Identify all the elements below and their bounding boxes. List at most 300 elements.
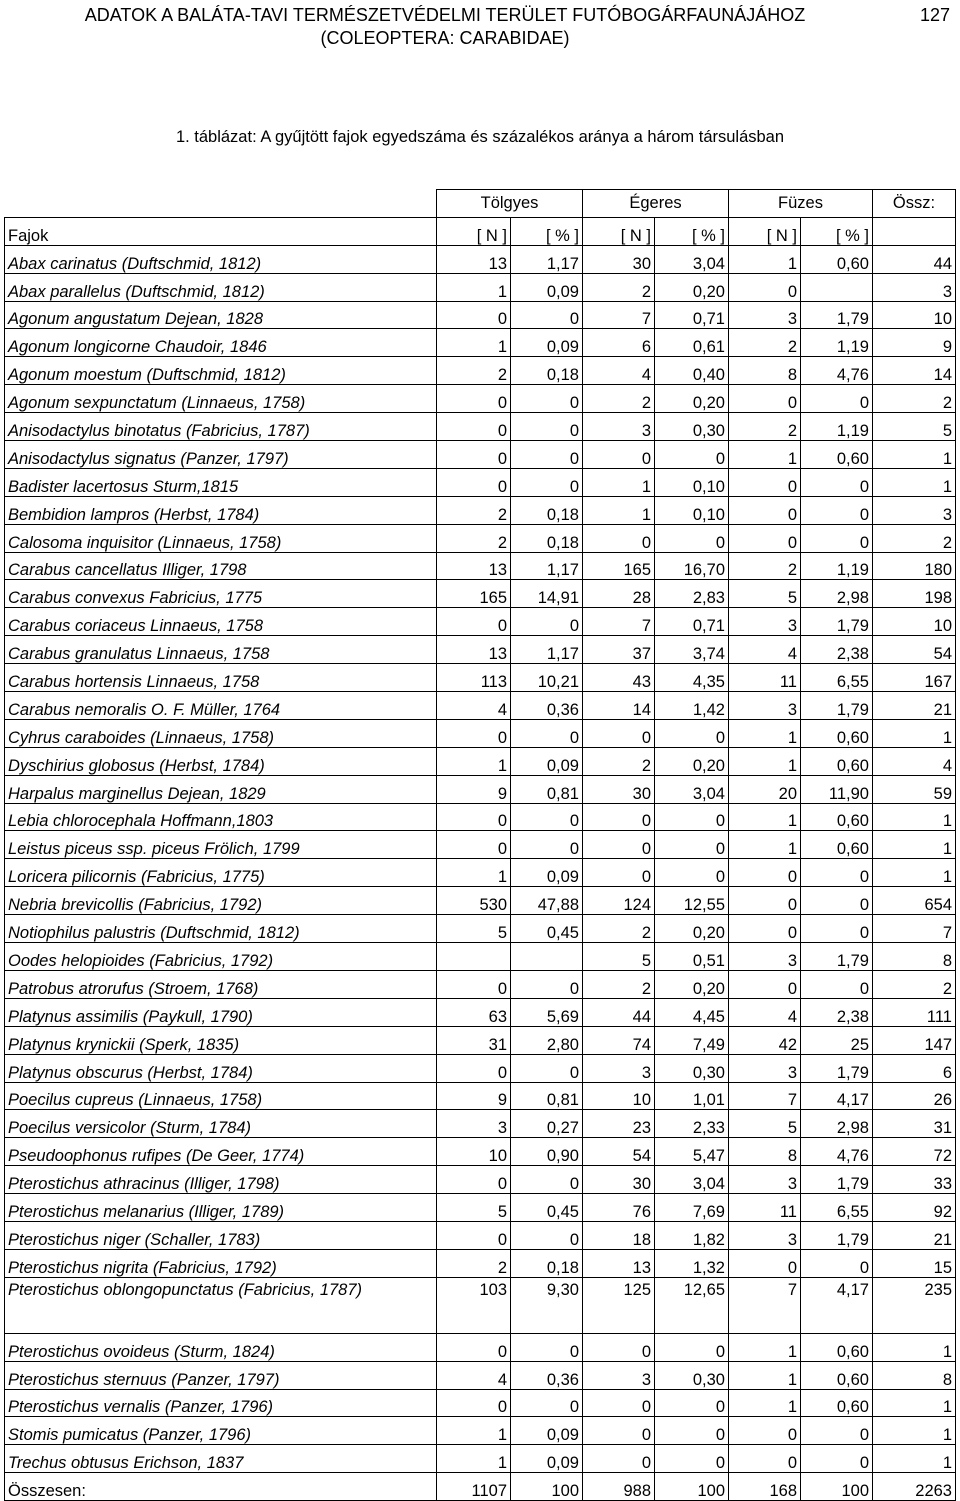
value-cell: 6,55	[801, 1194, 873, 1222]
value-cell: 9,30	[511, 1277, 583, 1333]
value-cell: 100	[511, 1473, 583, 1501]
value-cell: 12,65	[655, 1277, 729, 1333]
total-cell: 1	[873, 1417, 956, 1445]
table-row	[5, 998, 956, 1026]
table-row	[5, 664, 956, 692]
table-row	[5, 887, 956, 915]
value-cell: 0	[437, 413, 511, 441]
value-cell: 47,88	[511, 887, 583, 915]
value-cell: 168	[729, 1473, 801, 1501]
group-egeres: Égeres	[583, 190, 729, 218]
value-cell: 1	[729, 1333, 801, 1361]
species-name: Oodes helopioides (Fabricius, 1792)	[5, 943, 437, 971]
value-cell: 0,09	[511, 859, 583, 887]
table-row	[5, 1082, 956, 1110]
value-cell: 1,17	[511, 245, 583, 273]
value-cell: 1	[729, 719, 801, 747]
value-cell: 5,47	[655, 1138, 729, 1166]
value-cell: 20	[729, 775, 801, 803]
value-cell: 0,20	[655, 747, 729, 775]
value-cell: 0	[801, 887, 873, 915]
value-cell: 25	[801, 1026, 873, 1054]
table-row	[5, 385, 956, 413]
table-row	[5, 413, 956, 441]
value-cell: 0	[655, 803, 729, 831]
species-name: Cyhrus caraboides (Linnaeus, 1758)	[5, 719, 437, 747]
value-cell: 100	[801, 1473, 873, 1501]
value-cell: 0	[729, 385, 801, 413]
value-cell: 2	[437, 524, 511, 552]
table-row	[5, 1389, 956, 1417]
table-row	[5, 441, 956, 469]
value-cell: 1107	[437, 1473, 511, 1501]
value-cell: 4	[729, 636, 801, 664]
value-cell: 7	[729, 1082, 801, 1110]
value-cell: 0,09	[511, 1417, 583, 1445]
value-cell: 3,04	[655, 1166, 729, 1194]
value-cell: 0,20	[655, 970, 729, 998]
value-cell: 8	[729, 357, 801, 385]
value-cell: 3	[729, 1166, 801, 1194]
value-cell: 0	[655, 441, 729, 469]
value-cell: 5	[437, 915, 511, 943]
value-cell: 1	[437, 859, 511, 887]
table-row	[5, 580, 956, 608]
value-cell: 0	[583, 441, 655, 469]
table-row	[5, 970, 956, 998]
table-row	[5, 1249, 956, 1277]
value-cell: 0	[801, 385, 873, 413]
table-row	[5, 608, 956, 636]
group-ossz: Össz:	[873, 190, 956, 218]
value-cell: 3	[583, 413, 655, 441]
species-name: Anisodactylus binotatus (Fabricius, 1787)	[5, 413, 437, 441]
value-cell: 30	[583, 1166, 655, 1194]
value-cell: 1,32	[655, 1249, 729, 1277]
value-cell: 0	[655, 1445, 729, 1473]
value-cell: 0	[655, 1333, 729, 1361]
table-row	[5, 803, 956, 831]
value-cell: 13	[437, 245, 511, 273]
value-cell: 0	[437, 831, 511, 859]
total-cell: 167	[873, 664, 956, 692]
value-cell: 4	[729, 998, 801, 1026]
total-cell: 6	[873, 1054, 956, 1082]
species-name: Badister lacertosus Sturm,1815	[5, 468, 437, 496]
value-cell: 0	[583, 831, 655, 859]
value-cell: 2,80	[511, 1026, 583, 1054]
species-name: Carabus hortensis Linnaeus, 1758	[5, 664, 437, 692]
species-name: Agonum sexpunctatum (Linnaeus, 1758)	[5, 385, 437, 413]
table-row	[5, 1333, 956, 1361]
table-row	[5, 775, 956, 803]
value-cell: 0	[511, 831, 583, 859]
value-cell: 1	[729, 1389, 801, 1417]
value-cell: 125	[583, 1277, 655, 1333]
total-cell: 10	[873, 608, 956, 636]
value-cell: 10	[583, 1082, 655, 1110]
value-cell: 0,60	[801, 1333, 873, 1361]
value-cell: 0	[729, 859, 801, 887]
species-name: Carabus cancellatus Illiger, 1798	[5, 552, 437, 580]
table-row	[5, 915, 956, 943]
value-cell: 530	[437, 887, 511, 915]
value-cell: 3,04	[655, 245, 729, 273]
table-row	[5, 329, 956, 357]
total-cell: 198	[873, 580, 956, 608]
total-cell: 235	[873, 1277, 956, 1333]
value-cell: 1	[729, 803, 801, 831]
total-cell: 1	[873, 803, 956, 831]
value-cell: 3	[437, 1110, 511, 1138]
value-cell: 0,30	[655, 1054, 729, 1082]
species-name: Pterostichus melanarius (Illiger, 1789)	[5, 1194, 437, 1222]
value-cell: 2	[437, 357, 511, 385]
value-cell: 0,18	[511, 1249, 583, 1277]
value-cell: 0	[511, 441, 583, 469]
value-cell: 0	[583, 859, 655, 887]
value-cell: 0	[437, 385, 511, 413]
value-cell: 0	[801, 496, 873, 524]
group-tolgyes: Tölgyes	[437, 190, 583, 218]
value-cell: 0	[511, 970, 583, 998]
value-cell: 1,42	[655, 692, 729, 720]
value-cell: 0	[437, 441, 511, 469]
value-cell: 6,55	[801, 664, 873, 692]
running-header	[0, 4, 890, 50]
value-cell: 4,76	[801, 1138, 873, 1166]
value-cell: 2	[729, 413, 801, 441]
unit-header: [ N ]	[437, 217, 511, 245]
value-cell: 1,79	[801, 1221, 873, 1249]
value-cell: 0	[729, 970, 801, 998]
table-row	[5, 1277, 956, 1333]
species-name: Pterostichus vernalis (Panzer, 1796)	[5, 1389, 437, 1417]
value-cell: 0,60	[801, 245, 873, 273]
table-row	[5, 1166, 956, 1194]
unit-header: [ N ]	[729, 217, 801, 245]
group-fuzes: Füzes	[729, 190, 873, 218]
table-row	[5, 273, 956, 301]
value-cell: 165	[437, 580, 511, 608]
value-cell: 0	[655, 1389, 729, 1417]
value-cell: 11	[729, 1194, 801, 1222]
value-cell: 7,49	[655, 1026, 729, 1054]
total-cell: 15	[873, 1249, 956, 1277]
value-cell: 1,79	[801, 1166, 873, 1194]
value-cell: 0	[583, 1417, 655, 1445]
value-cell: 0,09	[511, 329, 583, 357]
value-cell: 0,60	[801, 831, 873, 859]
value-cell: 2	[437, 1249, 511, 1277]
value-cell: 0	[511, 1054, 583, 1082]
species-name: Pterostichus sternuus (Panzer, 1797)	[5, 1361, 437, 1389]
value-cell: 0	[655, 524, 729, 552]
value-cell: 0	[729, 887, 801, 915]
value-cell: 7,69	[655, 1194, 729, 1222]
value-cell: 988	[583, 1473, 655, 1501]
total-cell: 147	[873, 1026, 956, 1054]
value-cell: 5	[583, 943, 655, 971]
species-table	[4, 189, 956, 1501]
running-title-line-2: (COLEOPTERA: CARABIDAE)	[320, 28, 570, 48]
table-row	[5, 357, 956, 385]
value-cell: 1,79	[801, 608, 873, 636]
species-name: Harpalus marginellus Dejean, 1829	[5, 775, 437, 803]
value-cell: 2	[729, 329, 801, 357]
value-cell: 0,60	[801, 719, 873, 747]
species-name: Abax carinatus (Duftschmid, 1812)	[5, 245, 437, 273]
species-name: Pterostichus athracinus (Illiger, 1798)	[5, 1166, 437, 1194]
value-cell: 0	[437, 1333, 511, 1361]
value-cell: 124	[583, 887, 655, 915]
species-name: Poecilus cupreus (Linnaeus, 1758)	[5, 1082, 437, 1110]
value-cell: 23	[583, 1110, 655, 1138]
group-header-row	[5, 190, 956, 218]
value-cell: 3	[583, 1361, 655, 1389]
value-cell: 1	[437, 747, 511, 775]
value-cell: 0	[583, 1333, 655, 1361]
total-cell: 1	[873, 468, 956, 496]
value-cell: 100	[655, 1473, 729, 1501]
species-name: Pterostichus nigrita (Fabricius, 1792)	[5, 1249, 437, 1277]
total-cell: 72	[873, 1138, 956, 1166]
value-cell: 2	[583, 970, 655, 998]
table-row	[5, 1110, 956, 1138]
value-cell: 4,45	[655, 998, 729, 1026]
unit-header-row	[5, 217, 956, 245]
unit-header-empty	[873, 217, 956, 245]
value-cell: 0	[655, 719, 729, 747]
total-cell: 26	[873, 1082, 956, 1110]
total-cell: 2	[873, 970, 956, 998]
value-cell: 11,90	[801, 775, 873, 803]
species-name: Agonum angustatum Dejean, 1828	[5, 301, 437, 329]
value-cell: 0,18	[511, 496, 583, 524]
total-cell: 1	[873, 831, 956, 859]
value-cell: 1	[729, 1361, 801, 1389]
value-cell: 7	[729, 1277, 801, 1333]
value-cell: 0	[511, 719, 583, 747]
value-cell: 1	[729, 245, 801, 273]
value-cell: 0	[801, 1445, 873, 1473]
species-name: Poecilus versicolor (Sturm, 1784)	[5, 1110, 437, 1138]
value-cell: 0,71	[655, 608, 729, 636]
total-cell: 3	[873, 496, 956, 524]
value-cell: 14,91	[511, 580, 583, 608]
value-cell: 103	[437, 1277, 511, 1333]
value-cell: 0,51	[655, 943, 729, 971]
value-cell: 165	[583, 552, 655, 580]
value-cell: 3,04	[655, 775, 729, 803]
value-cell: 0	[583, 719, 655, 747]
value-cell: 4	[437, 692, 511, 720]
total-cell: 92	[873, 1194, 956, 1222]
value-cell: 0	[801, 1417, 873, 1445]
table-row	[5, 747, 956, 775]
value-cell	[437, 943, 511, 971]
value-cell: 0,60	[801, 1389, 873, 1417]
total-cell: 1	[873, 1333, 956, 1361]
value-cell: 0,60	[801, 747, 873, 775]
value-cell: 4	[583, 357, 655, 385]
value-cell: 7	[583, 608, 655, 636]
species-name: Platynus obscurus (Herbst, 1784)	[5, 1054, 437, 1082]
value-cell: 2	[583, 273, 655, 301]
species-name: Carabus convexus Fabricius, 1775	[5, 580, 437, 608]
total-cell: 59	[873, 775, 956, 803]
species-name: Pterostichus oblongopunctatus (Fabricius, 1787)	[5, 1277, 437, 1333]
total-cell: 180	[873, 552, 956, 580]
value-cell: 37	[583, 636, 655, 664]
species-name: Stomis pumicatus (Panzer, 1796)	[5, 1417, 437, 1445]
total-cell: 21	[873, 692, 956, 720]
total-cell: 14	[873, 357, 956, 385]
value-cell: 1	[583, 468, 655, 496]
value-cell: 2,83	[655, 580, 729, 608]
species-name: Platynus assimilis (Paykull, 1790)	[5, 998, 437, 1026]
value-cell: 1	[437, 273, 511, 301]
table-row	[5, 1361, 956, 1389]
value-cell: 54	[583, 1138, 655, 1166]
value-cell: 1,19	[801, 552, 873, 580]
value-cell: 3	[729, 943, 801, 971]
value-cell: 0	[437, 970, 511, 998]
value-cell: 0	[437, 803, 511, 831]
value-cell: 0,81	[511, 1082, 583, 1110]
table-row	[5, 1417, 956, 1445]
table-row	[5, 552, 956, 580]
value-cell: 42	[729, 1026, 801, 1054]
species-name: Pseudoophonus rufipes (De Geer, 1774)	[5, 1138, 437, 1166]
corner-cell	[5, 190, 437, 218]
value-cell: 0,20	[655, 915, 729, 943]
value-cell: 0,18	[511, 357, 583, 385]
value-cell: 0,09	[511, 1445, 583, 1473]
value-cell: 0	[583, 524, 655, 552]
value-cell: 28	[583, 580, 655, 608]
unit-header: [ N ]	[583, 217, 655, 245]
table-row	[5, 524, 956, 552]
total-cell: 33	[873, 1166, 956, 1194]
value-cell: 1	[729, 441, 801, 469]
species-name: Pterostichus ovoideus (Sturm, 1824)	[5, 1333, 437, 1361]
table-row	[5, 1138, 956, 1166]
value-cell: 13	[583, 1249, 655, 1277]
table-row	[5, 859, 956, 887]
value-cell: 0	[801, 524, 873, 552]
value-cell: 1	[583, 496, 655, 524]
value-cell: 9	[437, 1082, 511, 1110]
species-name: Agonum longicorne Chaudoir, 1846	[5, 329, 437, 357]
value-cell: 4,35	[655, 664, 729, 692]
value-cell: 0	[801, 859, 873, 887]
value-cell: 13	[437, 552, 511, 580]
value-cell: 0,09	[511, 747, 583, 775]
total-cell: 9	[873, 329, 956, 357]
value-cell: 14	[583, 692, 655, 720]
species-name: Patrobus atrorufus (Stroem, 1768)	[5, 970, 437, 998]
species-name: Carabus coriaceus Linnaeus, 1758	[5, 608, 437, 636]
value-cell: 0	[801, 468, 873, 496]
value-cell: 1,19	[801, 413, 873, 441]
value-cell: 1,79	[801, 1054, 873, 1082]
total-cell: 1	[873, 859, 956, 887]
value-cell: 5	[729, 580, 801, 608]
total-label: Összesen:	[5, 1473, 437, 1501]
value-cell: 0	[583, 1445, 655, 1473]
total-cell: 8	[873, 943, 956, 971]
running-title-line-1: ADATOK A BALÁTA-TAVI TERMÉSZETVÉDELMI TERÜLET FUTÓBOGÁRFAUNÁJÁHOZ	[84, 5, 806, 25]
value-cell	[511, 943, 583, 971]
species-name: Carabus granulatus Linnaeus, 1758	[5, 636, 437, 664]
value-cell: 18	[583, 1221, 655, 1249]
value-cell: 3,74	[655, 636, 729, 664]
value-cell: 0	[437, 1389, 511, 1417]
value-cell: 1	[729, 747, 801, 775]
total-cell: 2	[873, 524, 956, 552]
table-body	[5, 245, 956, 1500]
species-name: Loricera pilicornis (Fabricius, 1775)	[5, 859, 437, 887]
value-cell: 1,19	[801, 329, 873, 357]
value-cell: 0	[511, 608, 583, 636]
table-caption: 1. táblázat: A gyűjtött fajok egyedszáma és százalékos aránya a három társulásban	[175, 128, 785, 146]
total-cell: 54	[873, 636, 956, 664]
value-cell: 2	[729, 552, 801, 580]
value-cell: 0	[511, 301, 583, 329]
value-cell: 0,40	[655, 357, 729, 385]
value-cell: 0	[729, 1445, 801, 1473]
value-cell: 11	[729, 664, 801, 692]
value-cell: 0	[729, 273, 801, 301]
value-cell: 31	[437, 1026, 511, 1054]
value-cell: 2	[583, 385, 655, 413]
value-cell: 2,98	[801, 1110, 873, 1138]
value-cell: 0	[583, 803, 655, 831]
value-cell: 0,36	[511, 692, 583, 720]
page-number: 127	[919, 5, 950, 25]
value-cell: 0	[511, 1221, 583, 1249]
value-cell: 4,17	[801, 1082, 873, 1110]
total-cell: 1	[873, 441, 956, 469]
species-name: Carabus nemoralis O. F. Müller, 1764	[5, 692, 437, 720]
total-cell: 3	[873, 273, 956, 301]
value-cell: 0	[437, 719, 511, 747]
species-name: Trechus obtusus Erichson, 1837	[5, 1445, 437, 1473]
value-cell: 0	[729, 496, 801, 524]
value-cell: 1,17	[511, 636, 583, 664]
value-cell: 4,17	[801, 1277, 873, 1333]
value-cell: 2,38	[801, 998, 873, 1026]
value-cell: 0,30	[655, 413, 729, 441]
value-cell: 0,90	[511, 1138, 583, 1166]
value-cell: 0,36	[511, 1361, 583, 1389]
value-cell: 74	[583, 1026, 655, 1054]
total-cell: 1	[873, 1389, 956, 1417]
species-name: Anisodactylus signatus (Panzer, 1797)	[5, 441, 437, 469]
value-cell: 1,82	[655, 1221, 729, 1249]
value-cell: 12,55	[655, 887, 729, 915]
value-cell: 3	[583, 1054, 655, 1082]
total-row	[5, 1473, 956, 1501]
value-cell: 6	[583, 329, 655, 357]
value-cell: 0	[729, 1249, 801, 1277]
table-row	[5, 719, 956, 747]
value-cell: 0	[583, 1389, 655, 1417]
table-row	[5, 692, 956, 720]
total-cell: 10	[873, 301, 956, 329]
value-cell: 0	[437, 468, 511, 496]
